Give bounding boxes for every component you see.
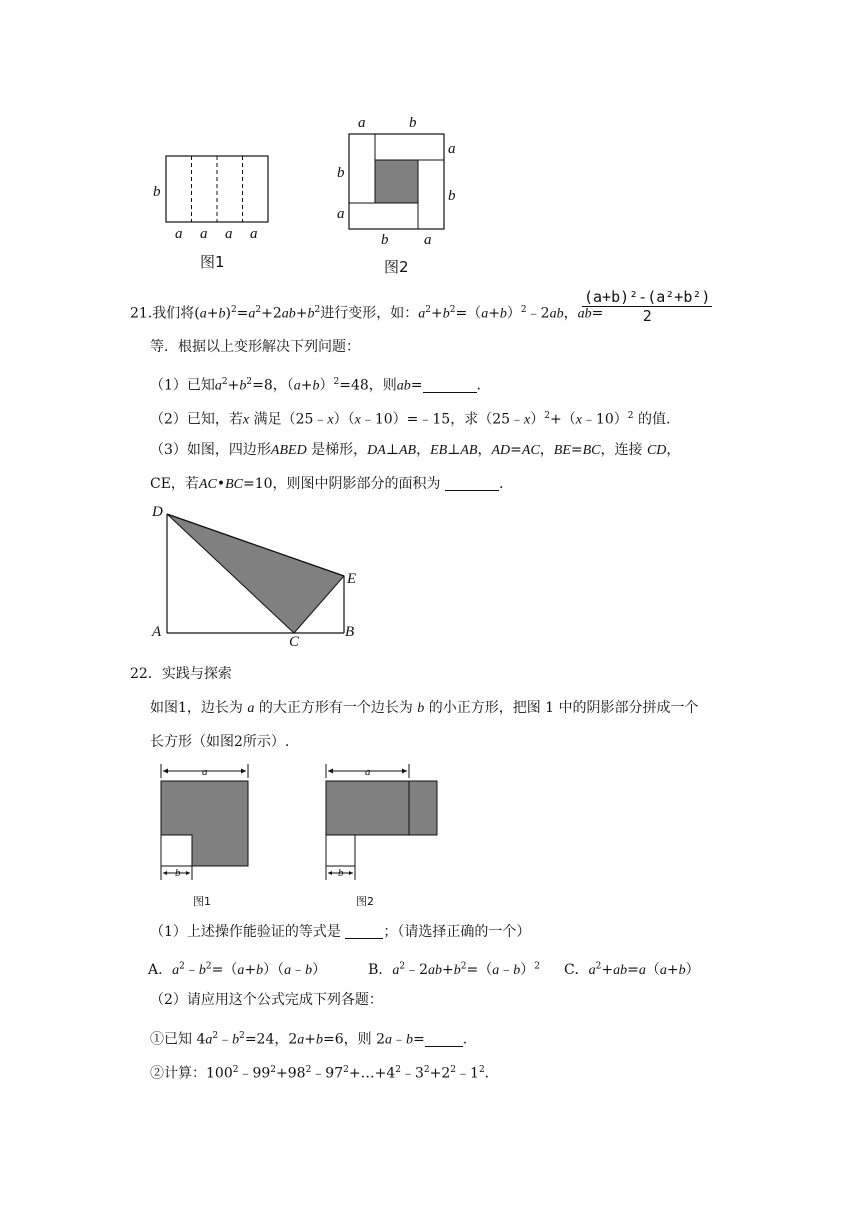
- label-A: A: [152, 624, 162, 640]
- q22-fig2-b-label: b: [338, 867, 344, 879]
- fig1-bottom-label-2: a: [200, 226, 208, 242]
- fig2-top-label-a: a: [358, 115, 366, 131]
- q22-subq2: ②计算：$100^2﹣99^2+98^2﹣97^2+\dots+4^2﹣3^2+2^2﹣1^2$.: [150, 1065, 490, 1082]
- label-E: E: [347, 571, 357, 587]
- q21-part1-answer-blank[interactable]: [423, 378, 477, 393]
- q21-trapezoid-figure: [150, 505, 370, 650]
- q22-part1: （1）上述操作能验证的等式是 ；（请选择正确的一个）: [150, 924, 531, 940]
- q21-line1: 21.我们将$(a+b)^2=a^2+2ab+b^2$进行变形，如：$a^2+b^2=(a+b)^2﹣2ab$，ab=: [130, 305, 604, 322]
- q21-number: 21.: [130, 305, 153, 322]
- q21-part2: （2）已知，若x 满足（25﹣x）（x﹣10）=﹣15，求（25﹣x）$^2$+（x﹣10）$^2$ 的值.: [150, 411, 671, 428]
- q22-subq1: ①已知 $4a^2﹣b^2=24$，2a+b=6，则 2a﹣b= .: [150, 1031, 468, 1048]
- q22-fig2-a-label: a: [365, 766, 371, 778]
- q21-line2: 等．根据以上变形解决下列问题：: [150, 339, 360, 355]
- fig2-right-label-b: b: [448, 188, 456, 204]
- label-C: C: [289, 634, 300, 650]
- option-c[interactable]: C．$a^2+ab=a(a+b)$: [563, 961, 700, 978]
- fig1-caption: 图1: [200, 253, 225, 271]
- trapezoid-diagram: [150, 505, 370, 650]
- fig1-side-label: b: [153, 184, 161, 200]
- q21-part3-line1: （3）如图，四边形ABED 是梯形，DA⊥AB，EB⊥AB，AD=AC，BE=BC，连接 CD，: [150, 442, 681, 458]
- q21-fraction: [582, 288, 712, 325]
- label-D: D: [152, 504, 163, 520]
- q22-square-with-cutout: [155, 762, 265, 887]
- q22-fig1-caption: 图1: [193, 895, 211, 908]
- q22-fig1-b-label: b: [175, 867, 181, 879]
- fig2-left-label-a: a: [337, 206, 345, 222]
- square-figure-2: [340, 125, 460, 245]
- fig2-left-label-b: b: [337, 165, 345, 181]
- fig2-caption: 图2: [384, 258, 409, 276]
- q22-figure-1: [155, 762, 265, 887]
- top-figure-2: [340, 125, 460, 245]
- q22-fig2-caption: 图2: [356, 895, 374, 908]
- q21-frac-denominator: 2: [642, 307, 652, 325]
- fig1-bottom-label-4: a: [250, 226, 258, 242]
- fig1-bottom-label-3: a: [225, 226, 233, 242]
- fig2-bottom-label-b: b: [381, 232, 389, 248]
- q21-part1: （1）已知$a^2+b^2=8$，$(a+b)^2=48$，则ab= .: [150, 377, 481, 394]
- q22-fig1-a-label: a: [202, 766, 208, 778]
- label-B: B: [345, 624, 355, 640]
- q22-subq1-answer-blank[interactable]: [425, 1032, 463, 1047]
- q22-part2: （2）请应用这个公式完成下列各题：: [150, 992, 383, 1008]
- q22-desc-line1: 如图1，边长为 a 的大正方形有一个边长为 b 的小正方形，把图 1 中的阴影部分拼成一个: [150, 700, 699, 716]
- q21-part3-answer-blank[interactable]: [445, 476, 499, 491]
- option-a[interactable]: A．$a^2﹣b^2=(a+b)(a﹣b)$: [148, 961, 327, 978]
- fig1-bottom-label-1: a: [175, 226, 183, 242]
- q22-options: [148, 956, 700, 981]
- fig2-top-label-b: b: [409, 115, 417, 131]
- q22-desc-line2: 长方形（如图2所示）.: [150, 734, 290, 750]
- q22-part1-answer-blank[interactable]: [345, 924, 383, 939]
- q22-heading: 22．实践与探索: [130, 666, 232, 682]
- fig2-right-label-a: a: [448, 141, 456, 157]
- q21-frac-numerator: (a+b)²-(a²+b²): [584, 288, 711, 306]
- q21-part3-line2: CE，若AC•BC=10，则图中阴影部分的面积为 .: [150, 476, 504, 492]
- option-b[interactable]: B．$a^2﹣2ab+b^2=(a﹣b)^2$: [368, 961, 540, 978]
- fig2-bottom-label-a: a: [424, 232, 432, 248]
